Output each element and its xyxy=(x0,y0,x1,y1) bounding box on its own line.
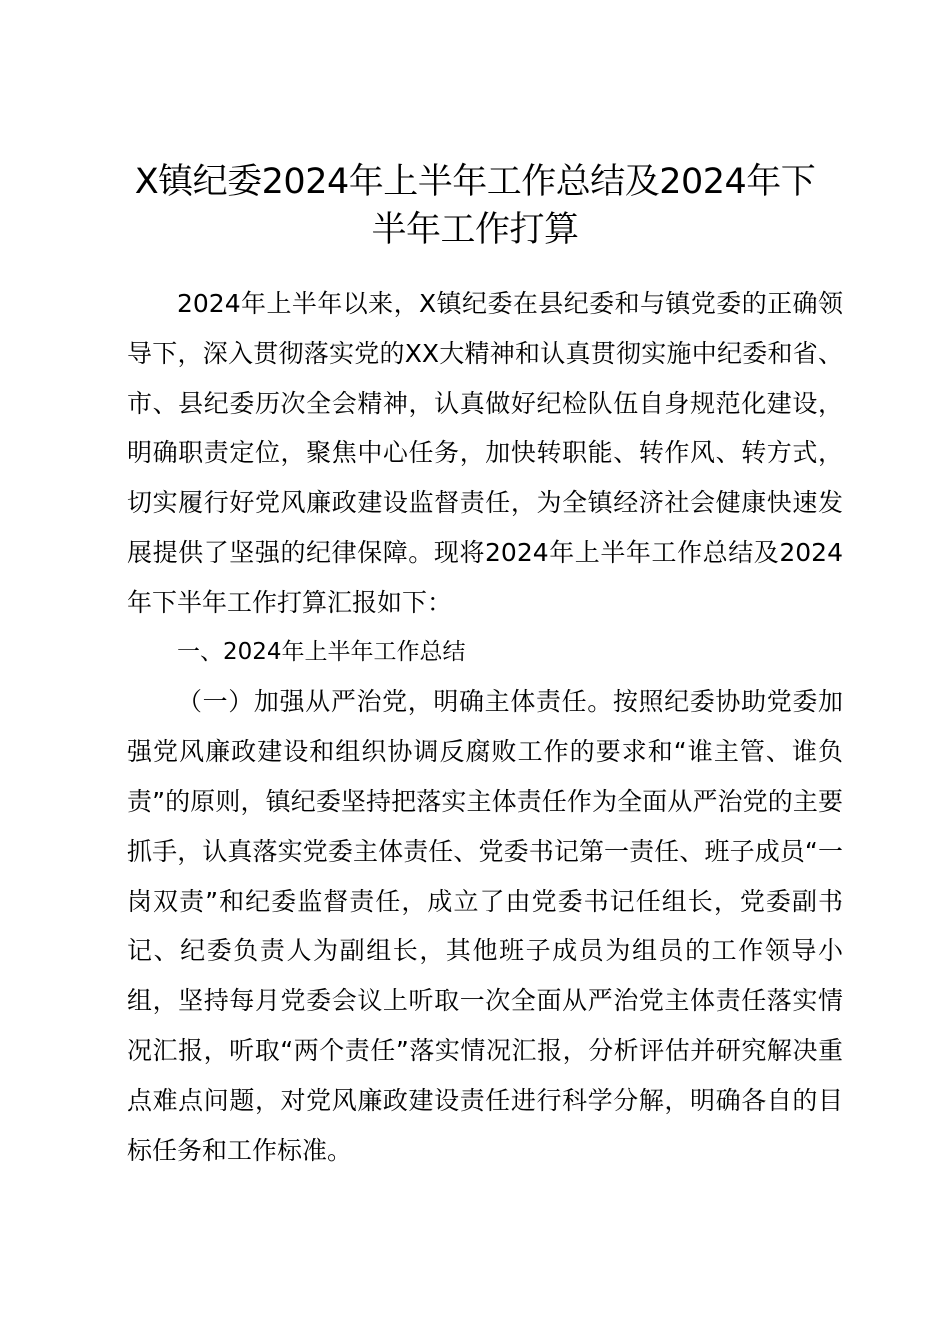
section-paragraph: （一）加强从严治党，明确主体责任。按照纪委协助党委加强党风廉政建设和组织协调反腐败工作的要求和“谁主管、谁负责”的原则，镇纪委坚持把落实主体责任作为全面从严治党的主要抓手，认真落实党委主体责任、党委书记第一责任、班子成员“一岗双责”和纪委监督责任，成立了由党委书记任组长，党委副书记、纪委负责人为副组长，其他班子成员为组员的工作领导小组，坚持每月党委会议上听取一次全面从严治党主体责任落实情况汇报，听取“两个责任”落实情况汇报，分析评估并研究解决重点难点问题，对党风廉政建设责任进行科学分解，明确各自的目标任务和工作标准。 xyxy=(127,687,843,1165)
document-title: X镇纪委2024年上半年工作总结及2024年下半年工作打算 xyxy=(134,162,816,250)
intro-paragraph: 2024年上半年以来，X镇纪委在县纪委和与镇党委的正确领导下，深入贯彻落实党的XX大精神和认真贯彻实施中纪委和省、市、县纪委历次全会精神，认真做好纪检队伍自身规范化建设，明确职责定位，聚焦中心任务，加快转职能、转作风、转方式，切实履行好党风廉政建设监督责任，为全镇经济社会健康快速发展提供了坚强的纪律保障。现将2024年上半年工作总结及2024年下半年工作打算汇报如下： xyxy=(127,289,843,617)
document-body xyxy=(127,279,843,1175)
section-heading: 一、2024年上半年工作总结 xyxy=(177,638,466,665)
